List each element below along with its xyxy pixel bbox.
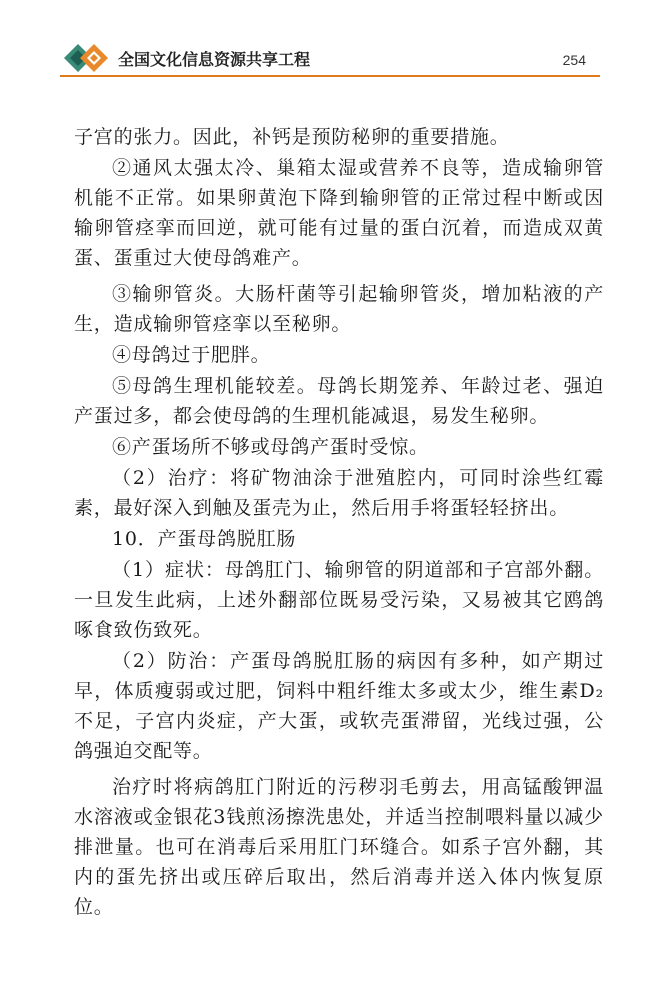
paragraph: ⑥产蛋场所不够或母鸽产蛋时受惊。	[112, 436, 429, 458]
paragraph: ②通风太强太冷、巢箱太湿或营养不良等，造成输卵管机能不正常。如果卵黄泡下降到输卵管的正常过程中断或因输卵管痉挛而回逆，就可能有过量的蛋白沉着，而造成双黄蛋、蛋重过大使母鸽难产。	[74, 157, 604, 269]
header-divider	[60, 75, 600, 77]
paragraph: 治疗时将病鸽肛门附近的污秽羽毛剪去，用高锰酸钾温水溶液或金银花3钱煎汤擦洗患处，并适当控制喂料量以减少排泄量。也可在消毒后采用肛门环缝合。如系子宫外翻，其内的蛋先挤出或压碎后取出，然后消毒并送入体内恢复原位。	[74, 776, 604, 918]
paragraph: （2）防治：产蛋母鸽脱肛肠的病因有多种，如产期过早，体质瘦弱或过肥，饲料中粗纤维太多或太少，维生素D₂不足，子宫内炎症，产大蛋，或软壳蛋滞留，光线过强，公鸽强迫交配等。	[74, 650, 604, 762]
paragraph: ③输卵管炎。大肠杆菌等引起输卵管炎，增加粘液的产生，造成输卵管痉挛以至秘卵。	[74, 283, 604, 335]
section-heading: 10．产蛋母鸽脱肛肠	[112, 528, 297, 550]
page-number: 254	[562, 52, 586, 68]
paragraph: ⑤母鸽生理机能较差。母鸽长期笼养、年龄过老、强迫产蛋过多，都会使母鸽的生理机能减退，易发生秘卵。	[74, 375, 604, 427]
logo-icon	[60, 40, 116, 76]
header-title: 全国文化信息资源共享工程	[118, 50, 311, 69]
page-header	[60, 38, 600, 78]
paragraph: 子宫的张力。因此，补钙是预防秘卵的重要措施。	[74, 126, 510, 148]
paragraph: （1）症状：母鸽肛门、输卵管的阴道部和子宫部外翻。一旦发生此病，上述外翻部位既易受污染，又易被其它鸥鸽啄食致伤致死。	[74, 559, 604, 641]
paragraph: （2）治疗：将矿物油涂于泄殖腔内，可同时涂些红霉素，最好深入到触及蛋壳为止，然后用手将蛋轻轻挤出。	[74, 467, 604, 519]
paragraph: ④母鸽过于肥胖。	[112, 344, 271, 366]
body-text	[74, 122, 604, 922]
